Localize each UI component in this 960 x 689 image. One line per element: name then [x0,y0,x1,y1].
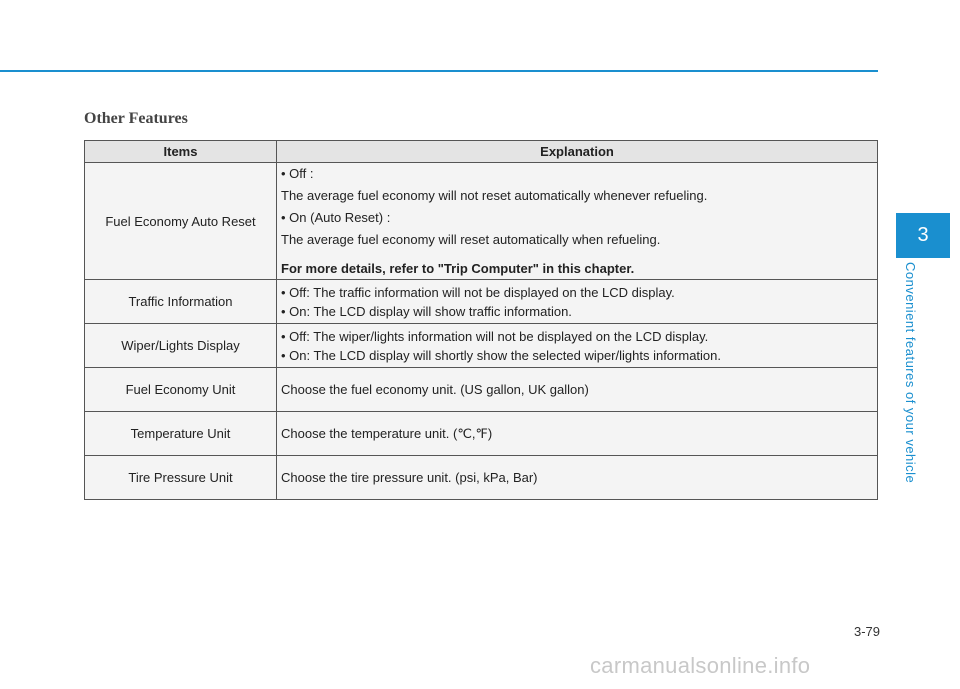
table-row [85,412,878,456]
row-item: Fuel Economy Auto Reset [85,163,277,280]
row-explanation [277,163,878,280]
table-row [85,324,878,368]
chapter-label [900,262,918,492]
table-row [85,456,878,500]
table-row [85,163,878,280]
explanation-line: • Off : [281,166,314,181]
explanation-line: Choose the temperature unit. (℃,℉) [281,425,493,441]
explanation-line: • On: The LCD display will shortly show the selected wiper/lights information. [281,347,722,363]
features-table [84,140,878,500]
row-explanation [277,412,878,456]
explanation-line: • Off: The traffic information will not be displayed on the LCD display. [281,284,675,300]
explanation-note: For more details, refer to "Trip Computer" in this chapter. [281,261,635,276]
explanation-line: • On (Auto Reset) : [281,210,391,225]
page-number: 3-79 [853,624,880,639]
row-item: Tire Pressure Unit [85,456,277,500]
explanation-line: • Off: The wiper/lights information will not be displayed on the LCD display. [281,328,709,344]
section-title: Other Features [84,110,188,127]
explanation-line: The average fuel economy will reset automatically when refueling. [281,232,661,247]
table-row [85,368,878,412]
row-item: Traffic Information [85,280,277,324]
explanation-line: The average fuel economy will not reset automatically whenever refueling. [281,188,708,203]
row-explanation [277,324,878,368]
watermark: carmanualsonline.info [590,653,811,678]
explanation-line: • On: The LCD display will show traffic information. [281,303,572,319]
header-items: Items [85,141,277,163]
row-explanation [277,456,878,500]
row-explanation [277,368,878,412]
header-explanation: Explanation [277,141,878,163]
top-rule [0,70,878,72]
explanation-line: Choose the tire pressure unit. (psi, kPa, Bar) [281,470,538,485]
row-item: Wiper/Lights Display [85,324,277,368]
row-item: Temperature Unit [85,412,277,456]
row-explanation [277,280,878,324]
chapter-label-text: Convenient features of your vehicle [903,262,918,484]
row-item: Fuel Economy Unit [85,368,277,412]
explanation-line: Choose the fuel economy unit. (US gallon, UK gallon) [281,382,589,397]
chapter-tab: 3 [896,213,950,258]
table-header-row [85,141,878,163]
table-row [85,280,878,324]
